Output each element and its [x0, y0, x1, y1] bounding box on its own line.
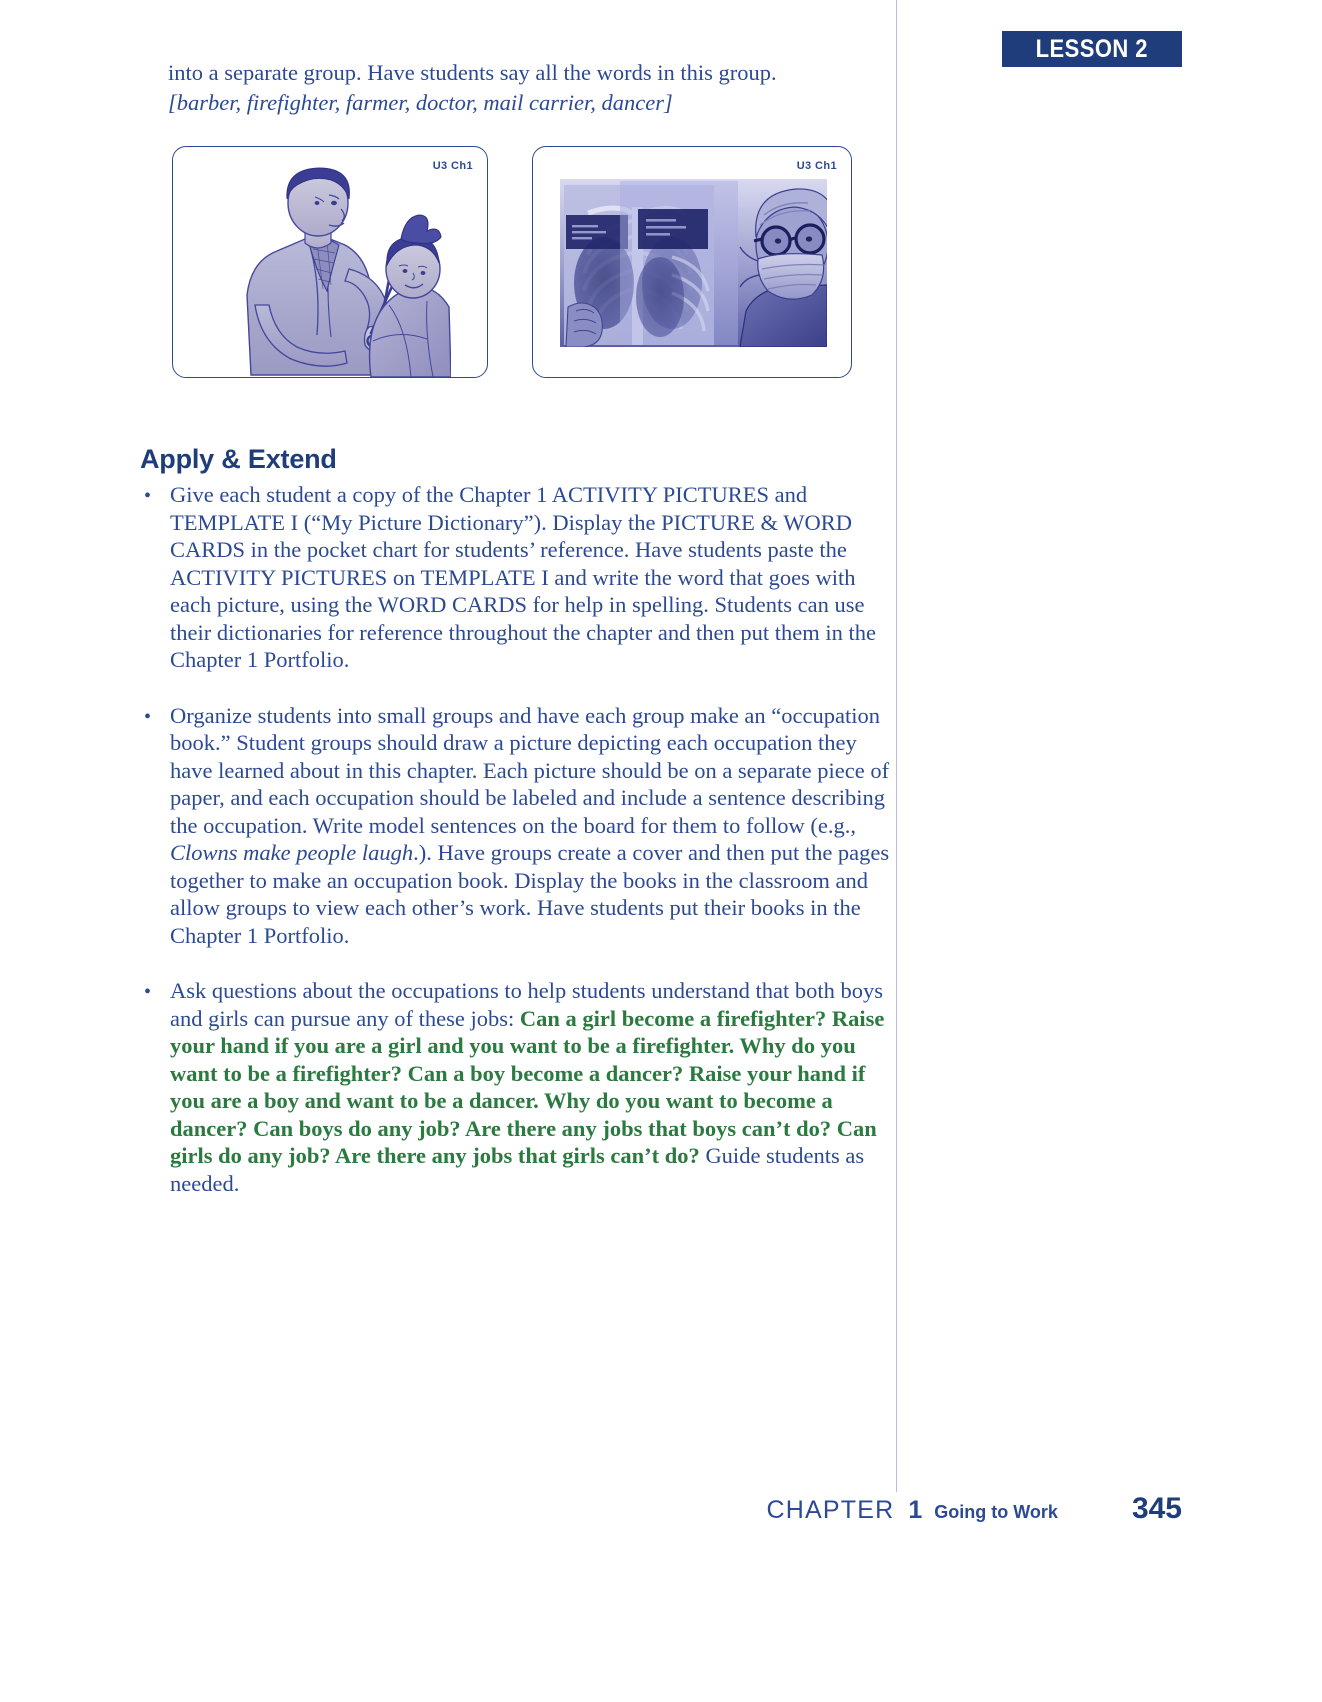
- picture-card-doctor: [532, 146, 852, 378]
- footer-chapter-title: Going to Work: [934, 1502, 1058, 1522]
- bullet-part-highlight: Can a girl become a firefighter? Raise your hand if you are a girl and you want to be a firefighter. Why do you want to be a firefighter? Can a boy become a dancer? Raise your hand if you are a boy and want to be a dancer. Why do you want to become a dancer? Can boys do any job? Are there any jobs that boys can’t do? Can girls do any job? Are there any jobs that girls can’t do?: [170, 1005, 885, 1168]
- margin-rule: [896, 0, 897, 1492]
- page-number: 345: [1131, 1492, 1182, 1525]
- bullet-part: Ask questions about the occupations to help students understand that both boys and girls can pursue any of these jobs:: [170, 978, 884, 1031]
- barber-illustration: [173, 147, 487, 377]
- card-label: U3 Ch1: [432, 160, 473, 172]
- bullet-part-italic: Clowns make people laugh: [170, 840, 414, 865]
- page-footer: [0, 1492, 1322, 1552]
- list-item: [140, 977, 892, 1197]
- bullet-part: Organize students into small groups and have each group make an “occupation book.” Student groups should draw a picture depicting each occupation they have learned about in this chapter. Each picture should be on a separate piece of paper, and each occupation should be labeled and include a sentence describing the occupation. Write model sentences on the board for them to follow (e.g.,: [170, 702, 890, 838]
- bullet-marker: •: [144, 981, 152, 1003]
- card-label: U3 Ch1: [796, 160, 837, 172]
- intro-word-list: [barber, firefighter, farmer, doctor, mail carrier, dancer]: [168, 90, 673, 115]
- bullet-body: [170, 977, 892, 1197]
- barber-illustration-svg: [221, 165, 451, 377]
- apply-extend-bullet-list: [140, 481, 892, 1225]
- footer-chapter-word: CHAPTER: [766, 1496, 895, 1524]
- footer-chapter-number: 1: [908, 1496, 923, 1524]
- lesson-banner: [1002, 31, 1182, 67]
- doctor-xray-photo: [533, 147, 851, 377]
- doctor-xray-photo-svg: [560, 179, 827, 347]
- bullet-part: Guide students as needed.: [170, 1143, 865, 1196]
- lesson-banner-label: LESSON 2: [1035, 34, 1149, 63]
- intro-block: [140, 58, 892, 118]
- bullet-marker: •: [144, 705, 152, 728]
- bullet-body: [170, 702, 892, 950]
- picture-card-row: [172, 146, 852, 378]
- footer-content: [767, 1492, 1182, 1526]
- bullet-part: .). Have groups create a cover and then put the pages together to make an occupation book. Display the books in the classroom and allow groups to view each other’s work. Have students put their books in the Chapter 1 Portfolio.: [170, 840, 890, 948]
- list-item: [140, 481, 892, 674]
- bullet-marker: •: [144, 485, 152, 507]
- section-heading: Apply & Extend: [140, 444, 337, 474]
- bullet-body: [170, 481, 892, 674]
- intro-sentence: into a separate group. Have students say all the words in this group.: [168, 60, 777, 85]
- list-item: [140, 702, 892, 950]
- picture-card-barber: [172, 146, 488, 378]
- intro-paragraph: [168, 58, 892, 118]
- bullet-part: Give each student a copy of the Chapter 1 ACTIVITY PICTURES and TEMPLATE I (“My Picture Dictionary”). Display the PICTURE & WORD CARDS in the pocket chart for students’ reference. Have students paste the ACTIVITY PICTURES on TEMPLATE I and write the word that goes with each picture, using the WORD CARDS for help in spelling. Students can use their dictionaries for reference throughout the chapter and then put them in the Chapter 1 Portfolio.: [170, 482, 876, 672]
